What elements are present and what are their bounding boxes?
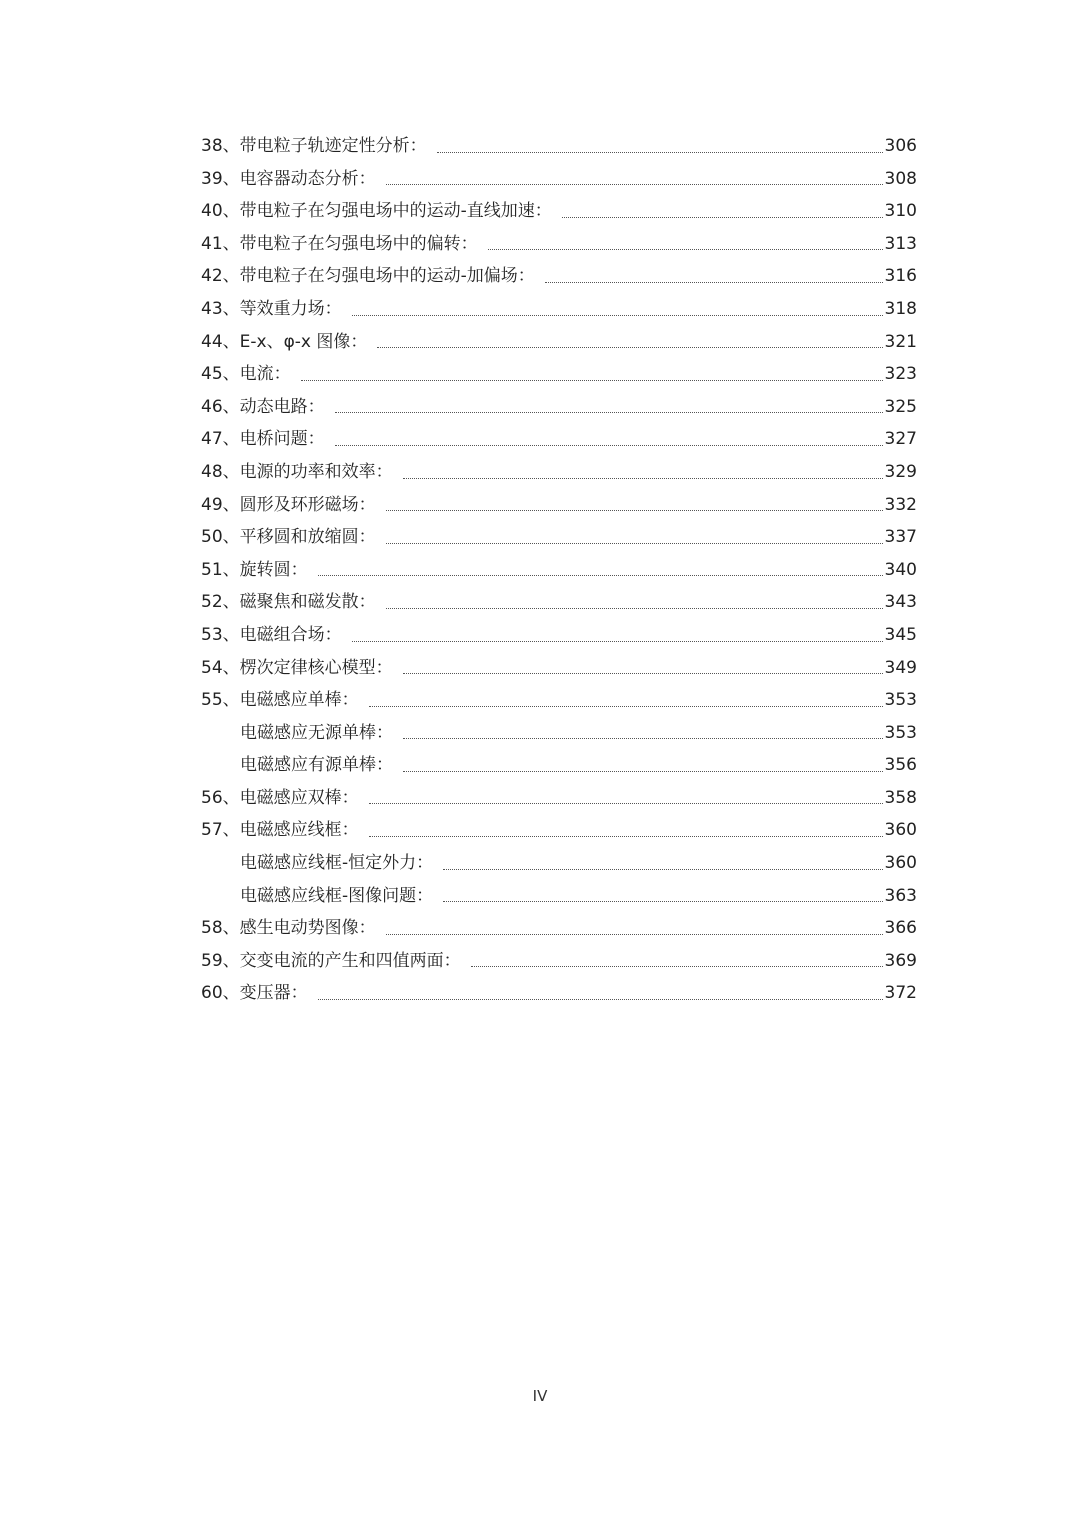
dot-leader [386,608,883,609]
toc-entry[interactable] [201,684,917,717]
dot-leader [403,478,883,479]
toc-entry-number: 40、 [201,201,240,222]
toc-entry-page: 366 [884,918,917,939]
toc-entry-title: 交变电流的产生和四值两面 [239,950,444,971]
toc-entry-page: 337 [884,527,917,548]
toc-entry-page: 329 [884,461,917,482]
dot-leader [403,673,883,674]
toc-entry-number: 43、 [201,298,240,319]
toc-entry-number: 48、 [201,461,240,482]
toc-entry-number: 58、 [201,918,240,939]
dot-leader [352,315,883,316]
toc-entry-title: 电容器动态分析 [239,168,359,189]
dot-leader [386,510,883,511]
toc-entry-colon: ： [375,461,393,482]
dot-leader [443,901,882,902]
toc-entry-page: 353 [884,690,917,711]
toc-entry[interactable] [201,847,917,880]
dot-leader [443,869,882,870]
toc-entry-number: 59、 [201,950,240,971]
toc-entry-page: 306 [884,136,917,156]
dot-leader [562,217,883,218]
toc-entry-title: 圆形及环形磁场 [239,494,359,515]
toc-entry-title: 带电粒子在匀强电场中的运动-加偏场 [239,266,518,287]
toc-entry[interactable] [201,880,917,913]
toc-entry[interactable] [201,195,917,228]
dot-leader [437,152,883,153]
toc-entry-title: 电源的功率和效率 [239,461,376,482]
toc-entry-page: 318 [884,298,917,319]
toc-entry[interactable] [201,391,917,424]
toc-entry-number: 44、 [201,331,240,352]
dot-leader [352,641,883,642]
toc-entry-colon: ： [324,624,342,645]
dot-leader [335,445,883,446]
toc-entry-colon: ： [517,266,535,287]
table-of-contents [201,130,917,1010]
dot-leader [471,966,883,967]
toc-entry-colon: ： [409,136,427,156]
toc-entry-number: 55、 [201,690,240,711]
toc-entry-colon: ： [358,494,376,515]
toc-entry-title: 电桥问题 [239,429,308,450]
toc-entry-title: 电磁感应线框 [239,820,342,841]
toc-entry-page: 363 [884,885,917,906]
toc-entry-page: 323 [884,364,917,385]
toc-entry-page: 332 [884,494,917,515]
dot-leader [403,771,883,772]
toc-entry-colon: ： [290,559,308,580]
dot-leader [403,738,883,739]
toc-entry-page: 327 [884,429,917,450]
toc-entry-colon: ： [416,885,434,906]
toc-entry[interactable] [201,423,917,456]
toc-entry-number: 54、 [201,657,240,678]
toc-entry-page: 358 [884,787,917,808]
toc-entry-colon: ： [341,787,359,808]
toc-entry-number: 50、 [201,527,240,548]
toc-entry-number: 45、 [201,364,240,385]
toc-entry-number: 49、 [201,494,240,515]
toc-entry[interactable] [201,293,917,326]
toc-entry-title: 感生电动势图像 [239,918,359,939]
toc-entry-title: 旋转圆 [239,559,291,580]
dot-leader [377,347,882,348]
toc-entry-page: 343 [884,592,917,613]
toc-entry-title: 磁聚焦和磁发散 [239,592,359,613]
toc-entry-page: 356 [884,755,917,776]
toc-entry-colon: ： [290,983,308,1004]
toc-entry-page: 360 [884,820,917,841]
toc-entry-number: 57、 [201,820,240,841]
toc-entry-colon: ： [307,396,325,417]
toc-entry[interactable] [201,977,917,1010]
toc-entry-colon: ： [273,364,291,385]
toc-entry-colon: ： [416,853,434,874]
toc-entry-colon: ： [443,950,461,971]
toc-entry[interactable] [201,358,917,391]
toc-entry[interactable] [201,945,917,978]
toc-entry-colon: ： [376,755,393,776]
toc-entry[interactable] [201,652,917,685]
toc-entry-page: 325 [884,396,917,417]
toc-entry-number: 56、 [201,787,240,808]
toc-entry-page: 353 [884,722,917,743]
dot-leader [386,543,883,544]
toc-entry-title: 带电粒子在匀强电场中的运动-直线加速 [239,201,535,222]
dot-leader [318,575,883,576]
toc-entry[interactable] [201,912,917,945]
toc-entry[interactable] [201,228,917,261]
toc-entry-page: 310 [884,201,917,222]
toc-entry-title: 楞次定律核心模型 [239,657,376,678]
toc-entry-title: 带电粒子在匀强电场中的偏转 [239,233,461,254]
toc-entry-colon: ： [358,168,376,189]
toc-entry-title: 电磁感应双棒 [239,787,342,808]
toc-entry-number: 42、 [201,266,240,287]
dot-leader [369,836,883,837]
toc-entry-page: 321 [884,331,917,352]
toc-entry-page: 349 [884,657,917,678]
toc-entry-title: 电流 [239,364,274,385]
toc-entry[interactable] [201,749,917,782]
dot-leader [369,803,883,804]
toc-entry-colon: ： [358,592,376,613]
toc-entry-number: 39、 [201,168,240,189]
toc-entry-page: 308 [884,168,917,189]
toc-entry-colon: ： [376,722,393,743]
dot-leader [369,706,883,707]
toc-entry-number: 38、 [201,136,240,156]
toc-entry[interactable] [201,326,917,359]
toc-entry-title: 电磁组合场 [239,624,325,645]
toc-entry-page: 369 [884,950,917,971]
toc-entry-colon: ： [341,690,359,711]
toc-entry[interactable] [201,163,917,196]
toc-entry-title: 平移圆和放缩圆 [239,527,359,548]
toc-entry-colon: ： [324,298,342,319]
toc-entry-colon: ： [341,820,359,841]
toc-entry[interactable] [201,782,917,815]
toc-entry[interactable] [201,260,917,293]
toc-entry-page: 360 [884,853,917,874]
dot-leader [545,282,883,283]
toc-entry[interactable] [201,554,917,587]
toc-entry-colon: ： [375,657,393,678]
toc-entry[interactable] [201,130,917,163]
toc-entry-colon: ： [350,331,368,352]
dot-leader [386,934,883,935]
toc-entry-number: 41、 [201,233,240,254]
toc-entry-number: 47、 [201,429,240,450]
toc-entry-number: 52、 [201,592,240,613]
toc-entry[interactable] [201,586,917,619]
toc-entry-page: 345 [884,624,917,645]
toc-entry-title: E-x、φ-x 图像 [239,331,351,352]
toc-entry-colon: ： [358,918,376,939]
toc-entry-title: 动态电路 [239,396,308,417]
toc-entry-title: 等效重力场 [239,298,325,319]
toc-entry-page: 316 [884,266,917,287]
toc-entry-number: 53、 [201,624,240,645]
toc-entry-colon: ： [534,201,552,222]
toc-entry[interactable] [201,489,917,522]
toc-entry-title: 电磁感应无源单棒 [240,722,376,743]
dot-leader [318,999,883,1000]
toc-entry-number: 51、 [201,559,240,580]
toc-entry-colon: ： [307,429,325,450]
toc-entry[interactable] [201,717,917,750]
toc-entry-colon: ： [358,527,376,548]
page-number: IV [532,1387,548,1405]
toc-entry[interactable] [201,619,917,652]
toc-entry-page: 313 [884,233,917,254]
toc-entry[interactable] [201,814,917,847]
toc-entry-title: 电磁感应单棒 [239,690,342,711]
toc-entry-title: 电磁感应线框-图像问题 [240,885,417,906]
toc-entry-title: 变压器 [239,983,291,1004]
toc-entry[interactable] [201,456,917,489]
toc-entry-title: 电磁感应有源单棒 [240,755,376,776]
toc-entry-page: 372 [884,983,917,1004]
toc-entry-number: 60、 [201,983,240,1004]
dot-leader [335,412,883,413]
toc-entry-number: 46、 [201,396,240,417]
toc-entry-title: 电磁感应线框-恒定外力 [240,853,417,874]
dot-leader [301,380,883,381]
toc-entry-colon: ： [460,233,478,254]
toc-entry[interactable] [201,521,917,554]
toc-entry-title: 带电粒子轨迹定性分析 [239,136,410,156]
dot-leader [488,249,883,250]
dot-leader [386,184,883,185]
toc-entry-page: 340 [884,559,917,580]
